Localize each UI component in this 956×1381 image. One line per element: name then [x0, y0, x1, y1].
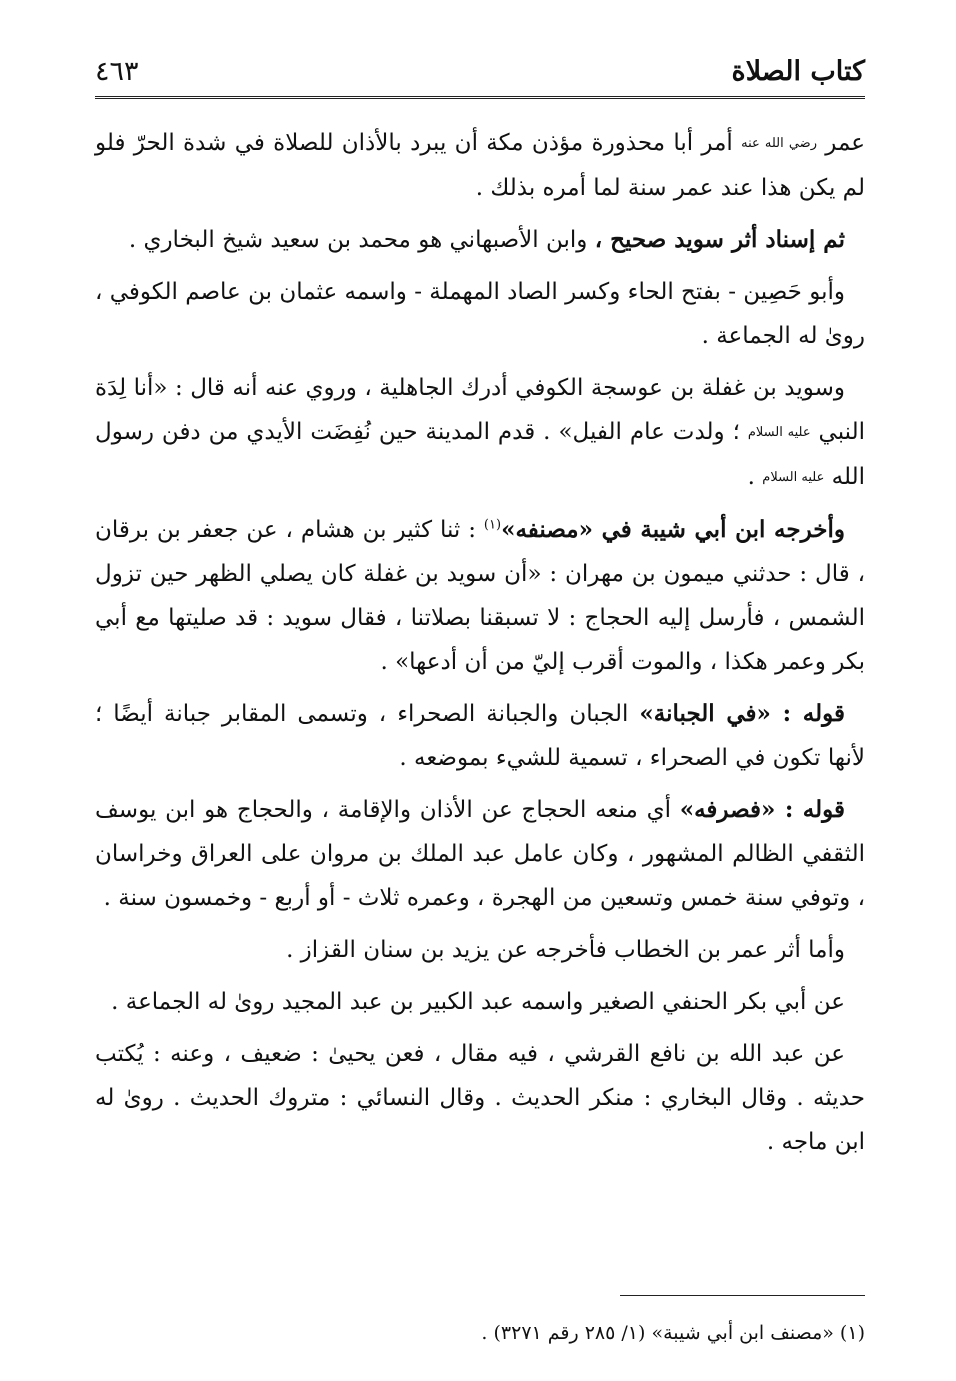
paragraph — [95, 366, 865, 500]
paragraph-text: أمر أبا محذورة مؤذن مكة أن يبرد بالأذان للصلاة في شدة الحرّ فلو لم يكن هذا عند عمر سنة لما أمره بذلك . — [95, 130, 865, 201]
main-text — [95, 121, 865, 1164]
honorific-glyph: عليه السلام — [762, 470, 825, 485]
bold-lead: وأخرجه ابن أبي شيبة في «مصنفه» — [501, 516, 845, 543]
book-page — [95, 50, 865, 1350]
paragraph-text: وابن الأصبهاني هو محمد بن سعيد شيخ البخاري . — [128, 227, 595, 253]
paragraph-text: : ثنا كثير بن هشام ، عن جعفر بن برقان ، قال : حدثني ميمون بن مهران : «أن سويد بن غفلة كان يصلي الظهر حين تزول الشمس ، فأرسل إليه الحجاج : لا تسبقنا بصلاتنا ، فقال سويد : قد صليتها مع أبي بكر وعمر هكذا ، والموت أقرب إليّ من أن أدعها» . — [95, 517, 865, 675]
paragraph-text: وأبو حَصِين - بفتح الحاء وكسر الصاد المهملة - واسمه عثمان بن عاصم الكوفي ، روىٰ له الجماعة . — [95, 279, 865, 349]
honorific-glyph: رضي الله عنه — [741, 136, 817, 151]
bold-lead: ثم إسناد أثر سويد صحيح ، — [594, 226, 845, 253]
paragraph — [95, 980, 865, 1024]
paragraph-text: الجبان والجبانة الصحراء ، وتسمى المقابر جبانة أيضًا ؛ لأنها تكون في الصحراء ، تسمية للشيء بموضعه . — [95, 701, 865, 771]
paragraph — [95, 218, 865, 262]
paragraph — [95, 788, 865, 920]
paragraph — [95, 1032, 865, 1164]
footnote: (١) «مصنف ابن أبي شيبة» (١/ ٢٨٥ رقم ٣٢٧١) . — [481, 1322, 865, 1344]
page-header — [95, 50, 865, 99]
paragraph — [95, 692, 865, 780]
paragraph-text: وأما أثر عمر بن الخطاب فأخرجه عن يزيد بن سنان القزاز . — [286, 937, 845, 963]
paragraph — [95, 121, 865, 210]
honorific-glyph: عليه السلام — [747, 425, 811, 440]
paragraph — [95, 270, 865, 358]
paragraph-text: ؛ ولدت عام الفيل» . قدم المدينة حين نُفِضَت الأيدي من دفن رسول الله — [95, 419, 865, 490]
bold-lead: قوله : «في الجبانة» — [639, 700, 845, 727]
paragraph — [95, 508, 865, 684]
paragraph-text: عمر — [816, 130, 865, 156]
paragraph-text: أي منعه الحجاج عن الأذان والإقامة ، والحجاج هو ابن يوسف الثقفي الظالم المشهور ، وكان عامل عبد الملك بن مروان على العراق وخراسان ، وتوفي سنة خمس وتسعين من الهجرة ، وعمره ثلاث - أو أربع - وخمسون سنة . — [95, 797, 865, 911]
footnote-divider — [620, 1295, 865, 1296]
running-title: كتاب الصلاة — [731, 56, 865, 87]
paragraph-text: عن أبي بكر الحنفي الصغير واسمه عبد الكبير بن عبد المجيد روىٰ له الجماعة . — [111, 989, 845, 1015]
footnote-reference[interactable]: (١) — [483, 517, 502, 533]
paragraph-text: . — [747, 464, 763, 490]
bold-lead: قوله : «فصرفه» — [679, 796, 845, 823]
page-number: ٤٦٣ — [95, 56, 139, 87]
paragraph — [95, 928, 865, 972]
paragraph-text: عن عبد الله بن نافع القرشي ، فيه مقال ، فعن يحيىٰ : ضعيف ، وعنه : يُكتب حديثه . وقال البخاري : منكر الحديث . وقال النسائي : متروك الحديث . روىٰ له ابن ماجه . — [95, 1041, 865, 1155]
paragraph-text: وسويد بن غفلة بن عوسجة الكوفي أدرك الجاهلية ، وروي عنه أنه قال : «أنا لِدَة النبي — [95, 375, 866, 445]
